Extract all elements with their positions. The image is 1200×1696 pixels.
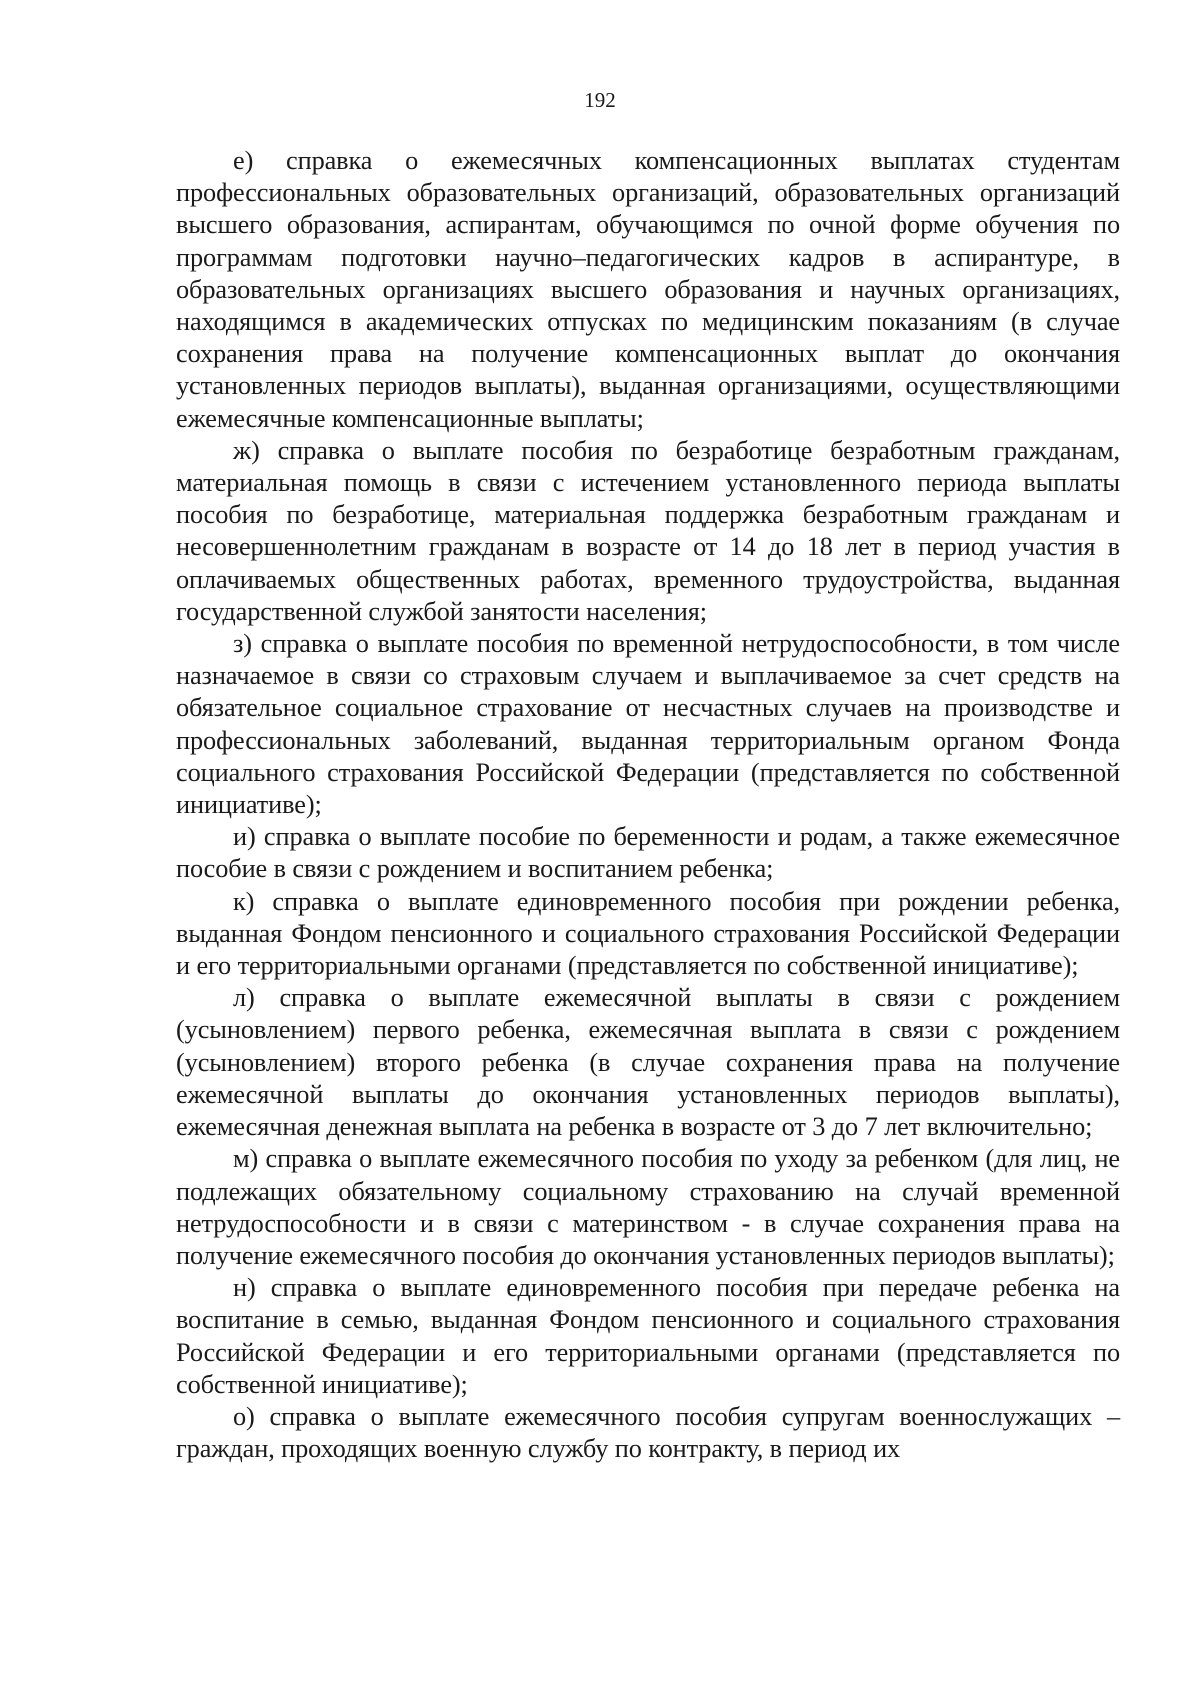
paragraph-k: к) справка о выплате единовременного пособия при рождении ребенка, выданная Фондом пенсионного и социального страхования Российской Федерации и его территориальными органами (представляется по собственной инициативе); [176,886,1120,981]
paragraph-l: л) справка о выплате ежемесячной выплаты в связи с рождением (усыновлением) первого ребенка, ежемесячная выплата в связи с рождением (усыновлением) второго ребенка (в случае сохранения права на получение ежемесячной выплаты до окончания установленных периодов выплаты), ежемесячная денежная выплата на ребенка в возрасте от 3 до 7 лет включительно; [176,983,1120,1142]
paragraph-n: н) справка о выплате единовременного пособия при передаче ребенка на воспитание в семью, выданная Фондом пенсионного и социального страхования Российской Федерации и его территориальными органами (представляется по собственной инициативе); [176,1273,1120,1399]
document-body [176,145,1120,1465]
paragraph-o: о) справка о выплате ежемесячного пособия супругам военнослужащих – граждан, проходящих военную службу по контракту, в период их [176,1401,1120,1464]
paragraph-z: з) справка о выплате пособия по временной нетрудоспособности, в том числе назначаемое в связи со страховым случаем и выплачиваемое за счет средств на обязательное социальное страхование от несчастных случаев на производстве и профессиональных заболеваний, выданная территориальным органом Фонда социального страхования Российской Федерации (представляется по собственной инициативе); [176,629,1120,820]
paragraph-m: м) справка о выплате ежемесячного пособия по уходу за ребенком (для лиц, не подлежащих обязательному социальному страхованию на случай временной нетрудоспособности и в связи с материнством - в случае сохранения права на получение ежемесячного пособия до окончания установленных периодов выплаты); [176,1144,1120,1270]
paragraph-zh: ж) справка о выплате пособия по безработице безработным гражданам, материальная помощь в связи с истечением установленного периода выплаты пособия по безработице, материальная поддержка безработным гражданам и несовершеннолетним гражданам в возрасте от 14 до 18 лет в период участия в оплачиваемых общественных работах, временного трудоустройства, выданная государственной службой занятости населения; [176,435,1120,626]
paragraph-e: е) справка о ежемесячных компенсационных выплатах студентам профессиональных образовательных организаций, образовательных организаций высшего образования, аспирантам, обучающимся по очной форме обучения по программам подготовки научно–педагогических кадров в аспирантуре, в образовательных организациях высшего образования и научных организациях, находящимся в академических отпусках по медицинским показаниям (в случае сохранения права на получение компенсационных выплат до окончания установленных периодов выплаты), выданная организациями, осуществляющими ежемесячные компенсационные выплаты; [176,146,1120,433]
paragraph-i: и) справка о выплате пособие по беременности и родам, а также ежемесячное пособие в связи с рождением и воспитанием ребенка; [176,822,1120,884]
page-number: 192 [584,88,616,112]
